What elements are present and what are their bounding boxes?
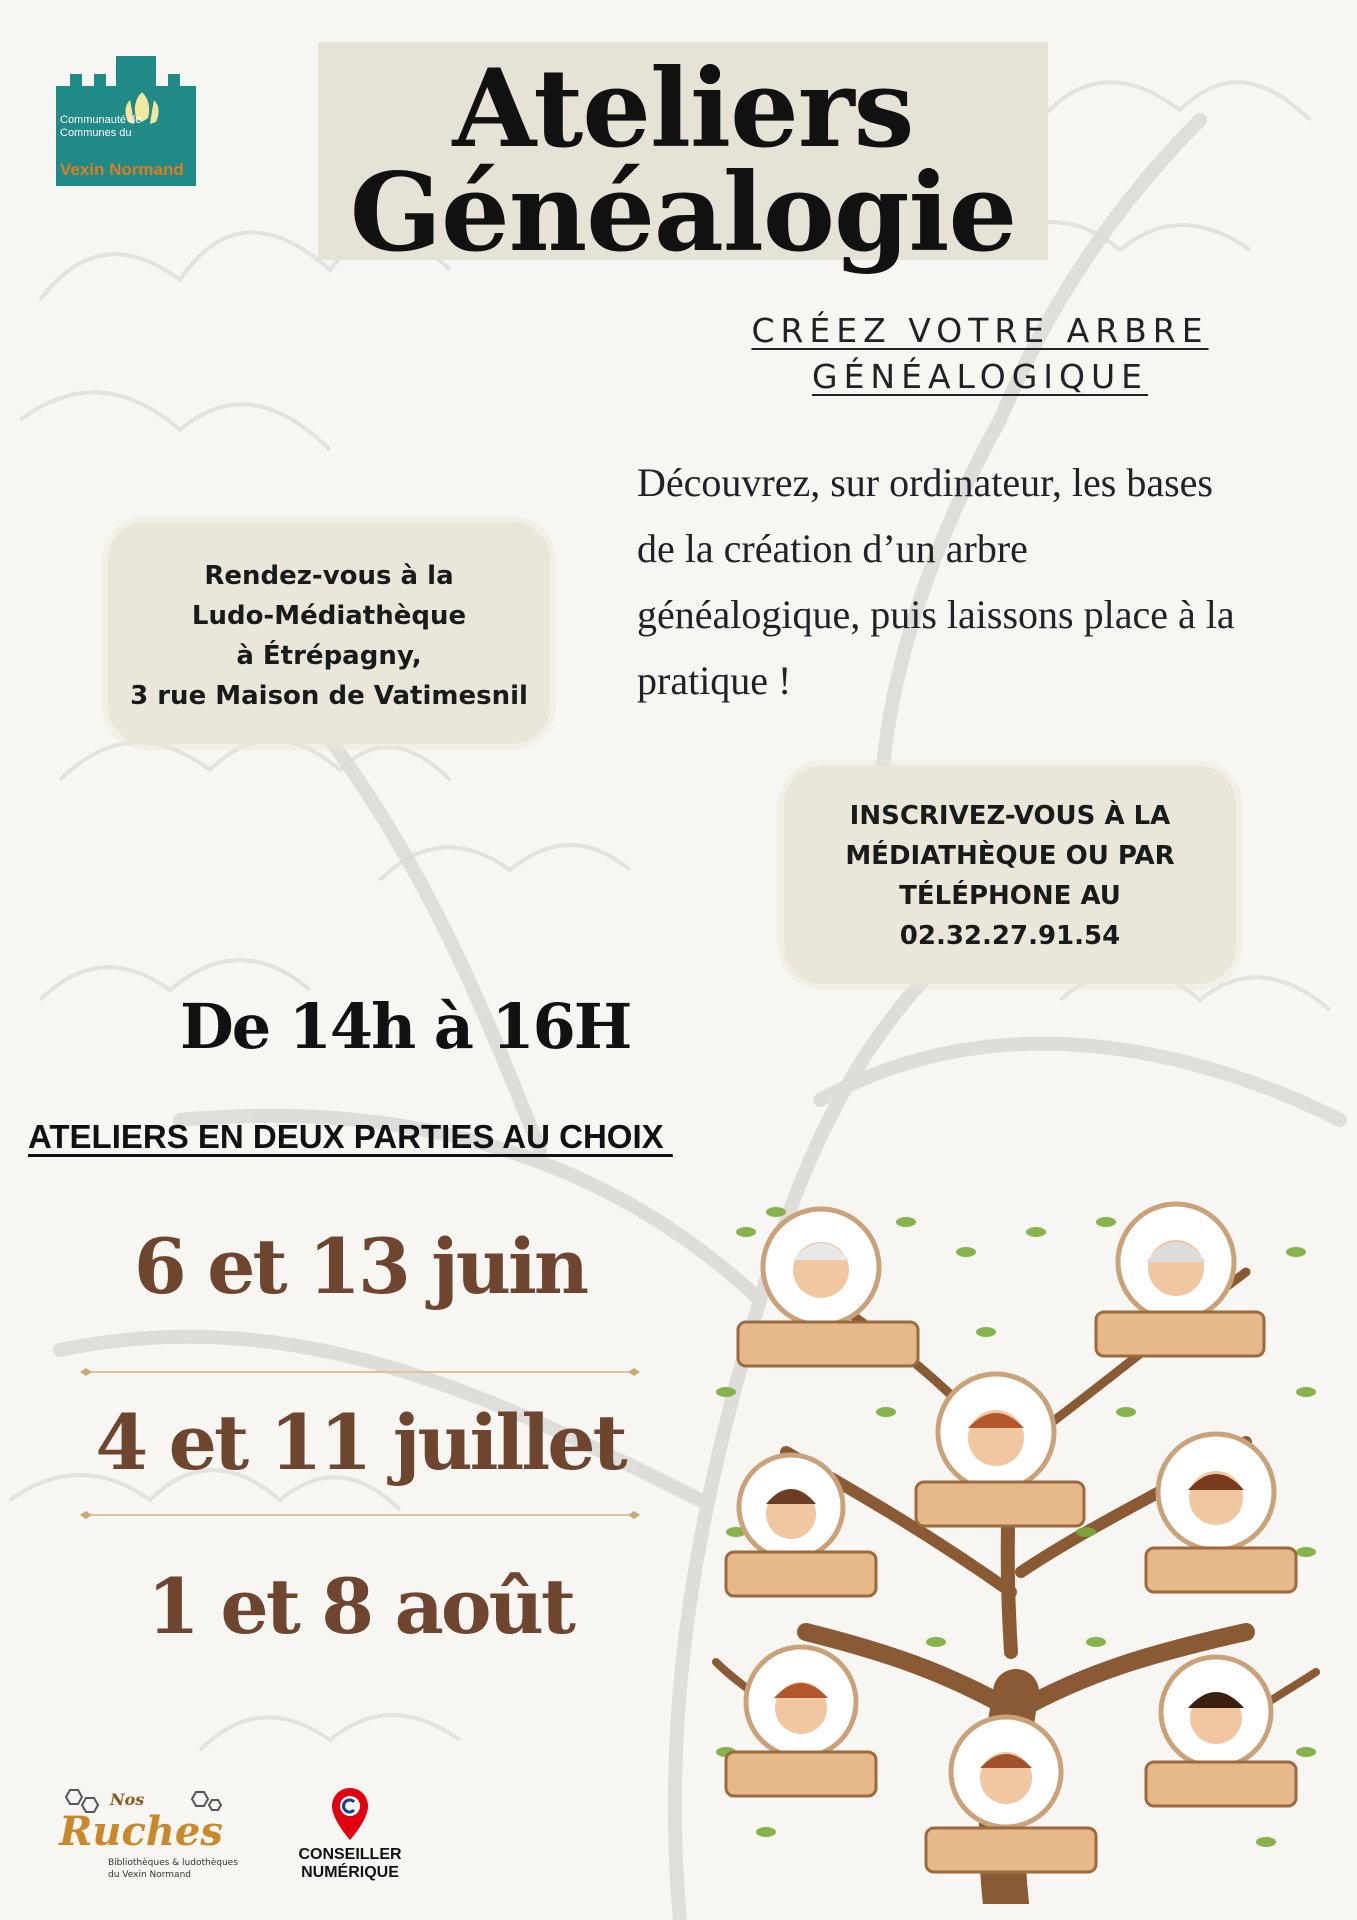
- ruches-big-label: Ruches: [59, 1808, 223, 1855]
- ruches-caption-2: du Vexin Normand: [108, 1870, 191, 1880]
- title-box: [318, 42, 1048, 276]
- signup-phone[interactable]: 02.32.27.91.54: [899, 921, 1121, 951]
- logo-line1: Communauté de: [60, 114, 142, 126]
- date-june: 6 et 13 juin: [133, 1222, 587, 1311]
- date-august: 1 et 8 août: [147, 1562, 573, 1651]
- venue-line-3: à Étrépagny,: [236, 641, 422, 671]
- subtitle: [740, 308, 1220, 400]
- logo-line3: Vexin Normand: [60, 160, 184, 179]
- intro-line-4: pratique !: [637, 658, 792, 703]
- logo-line2: Communes du: [60, 127, 132, 139]
- signup-bubble: [784, 766, 1236, 984]
- location-pin-icon: [330, 1786, 370, 1842]
- venue-line-1: Rendez-vous à la: [204, 561, 454, 591]
- subtitle-line-2: GÉNÉALOGIQUE: [812, 357, 1148, 396]
- date-separator: [80, 1367, 640, 1377]
- ruches-caption-1: Bibliothèques & ludothèques: [108, 1858, 238, 1868]
- intro-line-2: de la création d’un arbre: [637, 526, 1028, 571]
- date-july: 4 et 11 juillet: [95, 1398, 625, 1487]
- signup-line-2: MÉDIATHÈQUE OU PAR: [845, 841, 1175, 871]
- family-tree-illustration: [706, 1192, 1326, 1904]
- title-line-2: Généalogie: [349, 150, 1017, 276]
- hours-heading: De 14h à 16H: [180, 990, 631, 1063]
- intro-paragraph: [637, 450, 1307, 714]
- venue-line-4: 3 rue Maison de Vatimesnil: [130, 681, 528, 711]
- subtitle-line-1: CRÉEZ VOTRE ARBRE: [751, 311, 1209, 350]
- ruches-small-label: Nos: [110, 1790, 145, 1809]
- conseiller-line-1: CONSEILLER: [298, 1846, 402, 1863]
- choice-heading: ATELIERS EN DEUX PARTIES AU CHOIX: [28, 1118, 673, 1155]
- conseiller-numerique-logo: [280, 1786, 420, 1886]
- venue-line-2: Ludo-Médiathèque: [191, 601, 467, 631]
- vexin-normand-logo: [56, 56, 208, 186]
- conseiller-line-2: NUMÉRIQUE: [301, 1864, 399, 1881]
- venue-bubble: [108, 522, 550, 744]
- intro-line-1: Découvrez, sur ordinateur, les bases: [637, 460, 1213, 505]
- date-separator: [80, 1510, 640, 1520]
- intro-line-3: généalogique, puis laissons place à la: [637, 592, 1235, 637]
- signup-line-1: INSCRIVEZ-VOUS À LA: [849, 801, 1171, 831]
- nos-ruches-logo: [56, 1786, 238, 1886]
- title-line-1: Ateliers: [452, 46, 914, 172]
- signup-line-3: TÉLÉPHONE AU: [899, 881, 1121, 911]
